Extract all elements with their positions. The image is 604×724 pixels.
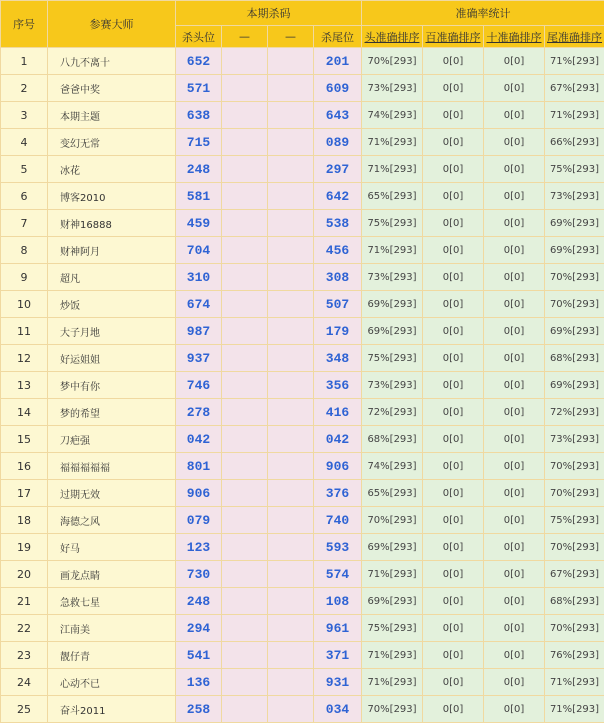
master-name: 江南美 [48, 615, 176, 642]
blank-cell [222, 75, 268, 102]
blank-cell [268, 642, 314, 669]
master-name: 好运姐姐 [48, 345, 176, 372]
stat-head-accuracy: 71%[293] [362, 156, 423, 183]
table-row [1, 237, 604, 264]
kill-head-code: 136 [176, 669, 222, 696]
blank-cell [268, 129, 314, 156]
stat-hundred-accuracy: 0[0] [423, 669, 484, 696]
blank-cell [222, 210, 268, 237]
stat-tail-accuracy: 69%[293] [545, 210, 604, 237]
stat-hundred-accuracy: 0[0] [423, 183, 484, 210]
stat-tail-accuracy: 70%[293] [545, 480, 604, 507]
table-row [1, 507, 604, 534]
kill-head-code: 937 [176, 345, 222, 372]
stat-ten-accuracy: 0[0] [484, 534, 545, 561]
stat-hundred-accuracy: 0[0] [423, 237, 484, 264]
row-seq: 11 [1, 318, 48, 345]
kill-head-code: 906 [176, 480, 222, 507]
blank-cell [268, 426, 314, 453]
kill-head-code: 294 [176, 615, 222, 642]
table-row [1, 399, 604, 426]
kill-head-code: 258 [176, 696, 222, 723]
stat-tail-accuracy: 70%[293] [545, 615, 604, 642]
kill-head-code: 459 [176, 210, 222, 237]
stat-hundred-accuracy: 0[0] [423, 210, 484, 237]
stat-tail-accuracy: 69%[293] [545, 372, 604, 399]
kill-head-code: 310 [176, 264, 222, 291]
stat-head-accuracy: 69%[293] [362, 588, 423, 615]
stat-ten-accuracy: 0[0] [484, 669, 545, 696]
stat-head-accuracy: 75%[293] [362, 345, 423, 372]
blank-cell [222, 129, 268, 156]
stat-tail-accuracy: 71%[293] [545, 669, 604, 696]
kill-tail-code: 179 [314, 318, 362, 345]
stat-head-accuracy: 71%[293] [362, 669, 423, 696]
stat-hundred-accuracy: 0[0] [423, 453, 484, 480]
stat-tail-accuracy: 76%[293] [545, 642, 604, 669]
stat-hundred-accuracy: 0[0] [423, 129, 484, 156]
kill-tail-code: 740 [314, 507, 362, 534]
master-name: 好马 [48, 534, 176, 561]
stat-tail-accuracy: 70%[293] [545, 264, 604, 291]
stat-ten-accuracy: 0[0] [484, 318, 545, 345]
stat-head-accuracy: 69%[293] [362, 318, 423, 345]
row-seq: 3 [1, 102, 48, 129]
blank-cell [222, 372, 268, 399]
blank-cell [268, 102, 314, 129]
stat-tail-accuracy: 70%[293] [545, 534, 604, 561]
kill-head-code: 730 [176, 561, 222, 588]
kill-tail-code: 108 [314, 588, 362, 615]
stat-head-accuracy: 73%[293] [362, 75, 423, 102]
stat-head-accuracy: 65%[293] [362, 183, 423, 210]
blank-cell [222, 507, 268, 534]
blank-cell [268, 669, 314, 696]
stat-ten-accuracy: 0[0] [484, 696, 545, 723]
stat-ten-accuracy: 0[0] [484, 453, 545, 480]
blank-cell [268, 183, 314, 210]
stat-ten-accuracy: 0[0] [484, 156, 545, 183]
row-seq: 21 [1, 588, 48, 615]
stat-hundred-accuracy: 0[0] [423, 156, 484, 183]
kill-head-code: 079 [176, 507, 222, 534]
master-name: 本期主题 [48, 102, 176, 129]
stat-head-accuracy: 71%[293] [362, 237, 423, 264]
header-dash-1: — [222, 26, 268, 48]
stat-hundred-accuracy: 0[0] [423, 48, 484, 75]
stat-head-accuracy: 71%[293] [362, 129, 423, 156]
header-kill-tail: 杀尾位 [314, 26, 362, 48]
blank-cell [268, 399, 314, 426]
header-seq: 序号 [1, 1, 48, 48]
kill-tail-code: 456 [314, 237, 362, 264]
stat-tail-accuracy: 75%[293] [545, 156, 604, 183]
blank-cell [222, 453, 268, 480]
row-seq: 15 [1, 426, 48, 453]
table-row [1, 669, 604, 696]
kill-head-code: 746 [176, 372, 222, 399]
stat-ten-accuracy: 0[0] [484, 507, 545, 534]
blank-cell [222, 588, 268, 615]
stat-tail-accuracy: 73%[293] [545, 183, 604, 210]
kill-tail-code: 089 [314, 129, 362, 156]
blank-cell [222, 642, 268, 669]
stat-tail-accuracy: 68%[293] [545, 345, 604, 372]
master-name: 心动不已 [48, 669, 176, 696]
stat-ten-accuracy: 0[0] [484, 210, 545, 237]
master-name: 超凡 [48, 264, 176, 291]
header-kill-head: 杀头位 [176, 26, 222, 48]
stat-ten-accuracy: 0[0] [484, 48, 545, 75]
header-name: 参赛大师 [48, 1, 176, 48]
blank-cell [268, 480, 314, 507]
stat-head-accuracy: 65%[293] [362, 480, 423, 507]
master-name: 炒饭 [48, 291, 176, 318]
blank-cell [268, 615, 314, 642]
stat-tail-accuracy: 71%[293] [545, 696, 604, 723]
stat-ten-accuracy: 0[0] [484, 264, 545, 291]
stat-head-accuracy: 71%[293] [362, 561, 423, 588]
blank-cell [222, 237, 268, 264]
stat-tail-accuracy: 71%[293] [545, 48, 604, 75]
row-seq: 14 [1, 399, 48, 426]
kill-tail-code: 642 [314, 183, 362, 210]
row-seq: 13 [1, 372, 48, 399]
blank-cell [222, 102, 268, 129]
stat-ten-accuracy: 0[0] [484, 480, 545, 507]
kill-tail-code: 643 [314, 102, 362, 129]
stat-head-accuracy: 69%[293] [362, 534, 423, 561]
stat-tail-accuracy: 71%[293] [545, 102, 604, 129]
table-row [1, 588, 604, 615]
stat-tail-accuracy: 70%[293] [545, 453, 604, 480]
stat-hundred-accuracy: 0[0] [423, 372, 484, 399]
table-row [1, 372, 604, 399]
row-seq: 12 [1, 345, 48, 372]
row-seq: 2 [1, 75, 48, 102]
table-row [1, 156, 604, 183]
stat-tail-accuracy: 75%[293] [545, 507, 604, 534]
row-seq: 17 [1, 480, 48, 507]
master-name: 急救七星 [48, 588, 176, 615]
stat-hundred-accuracy: 0[0] [423, 696, 484, 723]
stat-head-accuracy: 74%[293] [362, 102, 423, 129]
row-seq: 18 [1, 507, 48, 534]
kill-head-code: 652 [176, 48, 222, 75]
row-seq: 8 [1, 237, 48, 264]
stat-ten-accuracy: 0[0] [484, 75, 545, 102]
kill-tail-code: 538 [314, 210, 362, 237]
blank-cell [268, 318, 314, 345]
blank-cell [222, 318, 268, 345]
kill-head-code: 278 [176, 399, 222, 426]
blank-cell [268, 210, 314, 237]
table-row [1, 345, 604, 372]
stat-hundred-accuracy: 0[0] [423, 588, 484, 615]
blank-cell [222, 669, 268, 696]
stat-hundred-accuracy: 0[0] [423, 399, 484, 426]
kill-head-code: 674 [176, 291, 222, 318]
stat-tail-accuracy: 66%[293] [545, 129, 604, 156]
blank-cell [268, 75, 314, 102]
stat-ten-accuracy: 0[0] [484, 426, 545, 453]
kill-head-code: 987 [176, 318, 222, 345]
kill-head-code: 541 [176, 642, 222, 669]
kill-tail-code: 201 [314, 48, 362, 75]
header-stats-group: 准确率统计 [362, 1, 604, 26]
row-seq: 10 [1, 291, 48, 318]
row-seq: 6 [1, 183, 48, 210]
stat-tail-accuracy: 68%[293] [545, 588, 604, 615]
master-name: 博客2010 [48, 183, 176, 210]
kill-tail-code: 376 [314, 480, 362, 507]
kill-head-code: 123 [176, 534, 222, 561]
blank-cell [222, 561, 268, 588]
row-seq: 9 [1, 264, 48, 291]
kill-tail-code: 574 [314, 561, 362, 588]
row-seq: 4 [1, 129, 48, 156]
table-row [1, 318, 604, 345]
stat-ten-accuracy: 0[0] [484, 345, 545, 372]
table-row [1, 696, 604, 723]
stat-head-accuracy: 70%[293] [362, 48, 423, 75]
stat-tail-accuracy: 67%[293] [545, 561, 604, 588]
blank-cell [222, 615, 268, 642]
row-seq: 16 [1, 453, 48, 480]
stat-hundred-accuracy: 0[0] [423, 480, 484, 507]
blank-cell [268, 507, 314, 534]
table-row [1, 642, 604, 669]
blank-cell [222, 345, 268, 372]
master-name: 靓仔青 [48, 642, 176, 669]
stat-head-accuracy: 75%[293] [362, 615, 423, 642]
kill-tail-code: 034 [314, 696, 362, 723]
stat-tail-accuracy: 67%[293] [545, 75, 604, 102]
stat-hundred-accuracy: 0[0] [423, 291, 484, 318]
blank-cell [268, 696, 314, 723]
stat-ten-accuracy: 0[0] [484, 615, 545, 642]
table-row [1, 480, 604, 507]
kill-tail-code: 609 [314, 75, 362, 102]
stat-ten-accuracy: 0[0] [484, 129, 545, 156]
stat-head-accuracy: 72%[293] [362, 399, 423, 426]
blank-cell [268, 453, 314, 480]
blank-cell [268, 372, 314, 399]
table-row [1, 615, 604, 642]
stat-head-accuracy: 70%[293] [362, 507, 423, 534]
kill-tail-code: 906 [314, 453, 362, 480]
kill-head-code: 581 [176, 183, 222, 210]
stat-ten-accuracy: 0[0] [484, 102, 545, 129]
kill-tail-code: 507 [314, 291, 362, 318]
row-seq: 23 [1, 642, 48, 669]
master-name: 冰花 [48, 156, 176, 183]
stat-head-accuracy: 73%[293] [362, 264, 423, 291]
stat-hundred-accuracy: 0[0] [423, 561, 484, 588]
table-row [1, 102, 604, 129]
kill-head-code: 715 [176, 129, 222, 156]
blank-cell [222, 426, 268, 453]
stat-tail-accuracy: 70%[293] [545, 291, 604, 318]
sort-rank-tail-link[interactable]: 尾准确排序 [545, 26, 604, 48]
sort-rank-ten-link[interactable]: 十准确排序 [484, 26, 545, 48]
stat-ten-accuracy: 0[0] [484, 291, 545, 318]
master-name: 刀疤强 [48, 426, 176, 453]
table-row [1, 561, 604, 588]
row-seq: 5 [1, 156, 48, 183]
blank-cell [222, 291, 268, 318]
kill-tail-code: 297 [314, 156, 362, 183]
kill-head-code: 638 [176, 102, 222, 129]
blank-cell [222, 696, 268, 723]
stat-tail-accuracy: 69%[293] [545, 318, 604, 345]
table-row [1, 183, 604, 210]
blank-cell [222, 399, 268, 426]
table-row [1, 264, 604, 291]
stat-head-accuracy: 71%[293] [362, 642, 423, 669]
master-name: 梦的希望 [48, 399, 176, 426]
blank-cell [268, 588, 314, 615]
stat-ten-accuracy: 0[0] [484, 183, 545, 210]
table-row [1, 291, 604, 318]
stat-hundred-accuracy: 0[0] [423, 264, 484, 291]
table-row [1, 210, 604, 237]
blank-cell [222, 48, 268, 75]
kill-head-code: 801 [176, 453, 222, 480]
master-name: 海德之风 [48, 507, 176, 534]
master-name: 大子月地 [48, 318, 176, 345]
kill-tail-code: 356 [314, 372, 362, 399]
table-row [1, 75, 604, 102]
kill-tail-code: 308 [314, 264, 362, 291]
blank-cell [268, 264, 314, 291]
stat-hundred-accuracy: 0[0] [423, 534, 484, 561]
master-name: 梦中有你 [48, 372, 176, 399]
kill-head-code: 248 [176, 588, 222, 615]
master-name: 画龙点睛 [48, 561, 176, 588]
master-name: 财神阿月 [48, 237, 176, 264]
stat-ten-accuracy: 0[0] [484, 237, 545, 264]
stat-head-accuracy: 73%[293] [362, 372, 423, 399]
stat-head-accuracy: 75%[293] [362, 210, 423, 237]
kill-head-code: 042 [176, 426, 222, 453]
blank-cell [268, 561, 314, 588]
blank-cell [222, 156, 268, 183]
stat-ten-accuracy: 0[0] [484, 399, 545, 426]
kill-tail-code: 348 [314, 345, 362, 372]
stat-hundred-accuracy: 0[0] [423, 102, 484, 129]
blank-cell [268, 48, 314, 75]
stat-head-accuracy: 68%[293] [362, 426, 423, 453]
kill-tail-code: 931 [314, 669, 362, 696]
master-name: 奋斗2011 [48, 696, 176, 723]
stat-hundred-accuracy: 0[0] [423, 507, 484, 534]
table-row [1, 534, 604, 561]
row-seq: 1 [1, 48, 48, 75]
stat-head-accuracy: 74%[293] [362, 453, 423, 480]
row-seq: 19 [1, 534, 48, 561]
blank-cell [268, 291, 314, 318]
stat-hundred-accuracy: 0[0] [423, 75, 484, 102]
kill-tail-code: 961 [314, 615, 362, 642]
blank-cell [268, 345, 314, 372]
stat-ten-accuracy: 0[0] [484, 642, 545, 669]
table-row [1, 48, 604, 75]
kill-head-code: 248 [176, 156, 222, 183]
stat-tail-accuracy: 73%[293] [545, 426, 604, 453]
blank-cell [222, 480, 268, 507]
sort-rank-hundred-link[interactable]: 百准确排序 [423, 26, 484, 48]
stat-ten-accuracy: 0[0] [484, 588, 545, 615]
blank-cell [222, 534, 268, 561]
stat-tail-accuracy: 69%[293] [545, 237, 604, 264]
master-name: 爸爸中奖 [48, 75, 176, 102]
stat-head-accuracy: 69%[293] [362, 291, 423, 318]
master-name: 八九不离十 [48, 48, 176, 75]
header-dash-2: — [268, 26, 314, 48]
stat-hundred-accuracy: 0[0] [423, 318, 484, 345]
blank-cell [268, 156, 314, 183]
row-seq: 25 [1, 696, 48, 723]
kill-tail-code: 042 [314, 426, 362, 453]
header-kill-group: 本期杀码 [176, 1, 362, 26]
stat-ten-accuracy: 0[0] [484, 561, 545, 588]
table-row [1, 129, 604, 156]
stat-hundred-accuracy: 0[0] [423, 426, 484, 453]
stat-ten-accuracy: 0[0] [484, 372, 545, 399]
blank-cell [222, 264, 268, 291]
row-seq: 24 [1, 669, 48, 696]
blank-cell [268, 237, 314, 264]
stat-hundred-accuracy: 0[0] [423, 642, 484, 669]
kill-tail-code: 593 [314, 534, 362, 561]
stat-hundred-accuracy: 0[0] [423, 345, 484, 372]
table-row [1, 453, 604, 480]
row-seq: 20 [1, 561, 48, 588]
row-seq: 7 [1, 210, 48, 237]
blank-cell [268, 534, 314, 561]
master-name: 福福福福福 [48, 453, 176, 480]
blank-cell [222, 183, 268, 210]
master-name: 变幻无常 [48, 129, 176, 156]
kill-tail-code: 416 [314, 399, 362, 426]
master-name: 过期无效 [48, 480, 176, 507]
table-row [1, 426, 604, 453]
sort-rank-head-link[interactable]: 头准确排序 [362, 26, 423, 48]
stat-tail-accuracy: 72%[293] [545, 399, 604, 426]
kill-head-code: 571 [176, 75, 222, 102]
master-name: 财神16888 [48, 210, 176, 237]
row-seq: 22 [1, 615, 48, 642]
kill-head-code: 704 [176, 237, 222, 264]
kill-tail-code: 371 [314, 642, 362, 669]
stat-hundred-accuracy: 0[0] [423, 615, 484, 642]
stat-head-accuracy: 70%[293] [362, 696, 423, 723]
